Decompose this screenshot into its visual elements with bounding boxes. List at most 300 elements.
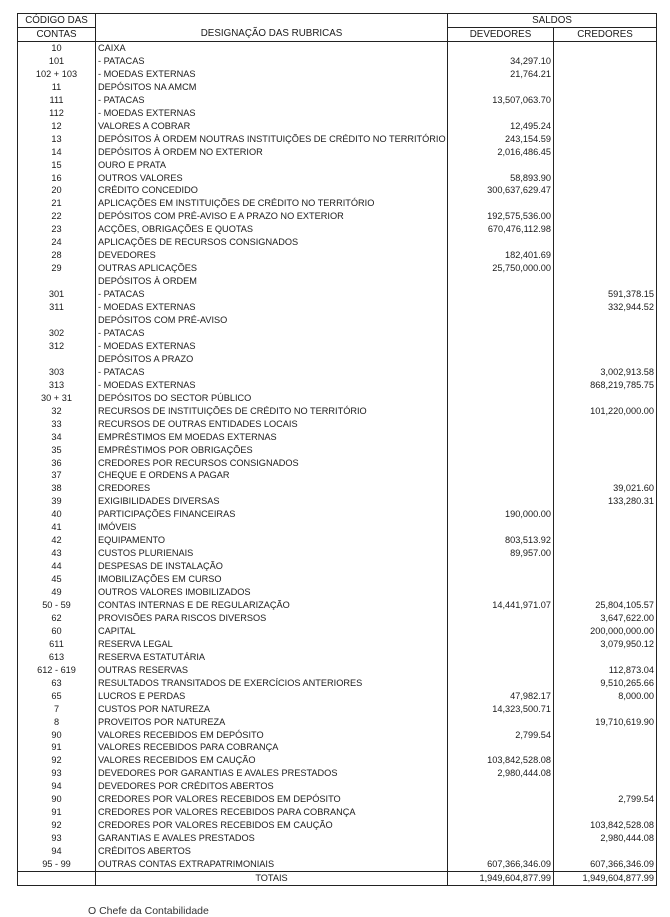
debit-balance: 670,476,112.98 [448,223,554,236]
account-description: EMPRÉSTIMOS POR OBRIGAÇÕES [96,444,448,457]
debit-balance: 607,366,346.09 [448,858,554,871]
table-row [18,444,657,457]
account-description: APLICAÇÕES DE RECURSOS CONSIGNADOS [96,236,448,249]
credit-balance [554,159,657,172]
credit-balance: 2,799.54 [554,793,657,806]
debit-balance [448,431,554,444]
table-row [18,832,657,845]
account-description: OURO E PRATA [96,159,448,172]
totals-label: TOTAIS [96,872,448,886]
credit-balance: 3,002,913.58 [554,366,657,379]
account-description: DEPÓSITOS COM PRÉ-AVISO E A PRAZO NO EXTERIOR [96,210,448,223]
account-description: OUTRAS APLICAÇÕES [96,262,448,275]
account-description: LUCROS E PERDAS [96,690,448,703]
account-code: 312 [18,340,96,353]
table-row [18,793,657,806]
account-description: DEPÓSITOS NA AMCM [96,81,448,94]
table-row [18,288,657,301]
debit-balance [448,405,554,418]
account-description: RESULTADOS TRANSITADOS DE EXERCÍCIOS ANTERIORES [96,677,448,690]
account-code: 42 [18,534,96,547]
account-code: 101 [18,55,96,68]
table-row [18,275,657,288]
account-description: DEVEDORES POR GARANTIAS E AVALES PRESTADOS [96,767,448,780]
account-code: 13 [18,133,96,146]
debit-balance [448,444,554,457]
table-row [18,521,657,534]
table-row [18,405,657,418]
credit-balance [554,392,657,405]
table-row [18,418,657,431]
debit-balance: 2,799.54 [448,729,554,742]
account-code: 30 + 31 [18,392,96,405]
credit-balance [554,42,657,55]
account-code: 102 + 103 [18,68,96,81]
table-row [18,301,657,314]
credit-balance: 332,944.52 [554,301,657,314]
debit-balance: 34,297.10 [448,55,554,68]
account-code: 94 [18,845,96,858]
table-row [18,482,657,495]
account-code: 613 [18,651,96,664]
account-description: CHEQUE E ORDENS A PAGAR [96,469,448,482]
account-code: 35 [18,444,96,457]
debit-balance [448,275,554,288]
account-code: 93 [18,832,96,845]
account-description: - PATACAS [96,94,448,107]
account-description: IMÓVEIS [96,521,448,534]
account-code: 28 [18,249,96,262]
account-code: 49 [18,586,96,599]
credit-balance [554,314,657,327]
debit-balance [448,340,554,353]
account-code: 36 [18,457,96,470]
credit-balance [554,107,657,120]
table-row [18,716,657,729]
credit-balance [554,547,657,560]
credit-balance [554,68,657,81]
credit-balance [554,81,657,94]
account-code: 92 [18,754,96,767]
account-code: 41 [18,521,96,534]
account-description: DEPÓSITOS À ORDEM [96,275,448,288]
account-code: 94 [18,780,96,793]
account-description: OUTRAS RESERVAS [96,664,448,677]
credit-balance [554,275,657,288]
credit-balance: 8,000.00 [554,690,657,703]
account-description: - MOEDAS EXTERNAS [96,340,448,353]
credit-balance [554,780,657,793]
account-code: 12 [18,120,96,133]
table-row [18,81,657,94]
account-description: CAIXA [96,42,448,55]
table-row [18,612,657,625]
debit-balance [448,586,554,599]
account-code: 93 [18,767,96,780]
debit-balance: 89,957.00 [448,547,554,560]
credit-balance [554,444,657,457]
credit-balance: 3,647,622.00 [554,612,657,625]
credit-balance [554,172,657,185]
table-row [18,431,657,444]
table-row [18,314,657,327]
account-description: DEPÓSITOS DO SECTOR PÚBLICO [96,392,448,405]
debit-balance: 243,154.59 [448,133,554,146]
account-code: 90 [18,793,96,806]
account-code: 39 [18,495,96,508]
account-description: RESERVA ESTATUTÁRIA [96,651,448,664]
table-row [18,366,657,379]
table-row [18,172,657,185]
table-row [18,107,657,120]
table-row [18,495,657,508]
account-code: 91 [18,741,96,754]
debit-balance [448,625,554,638]
credit-balance [554,262,657,275]
account-description: PROVISÕES PARA RISCOS DIVERSOS [96,612,448,625]
table-row [18,534,657,547]
account-code: 33 [18,418,96,431]
table-row [18,508,657,521]
totals-debit: 1,949,604,877.99 [448,872,554,886]
account-code: 112 [18,107,96,120]
debit-balance: 103,842,528.08 [448,754,554,767]
debit-balance [448,638,554,651]
table-row [18,599,657,612]
credit-balance: 2,980,444.08 [554,832,657,845]
table-row [18,94,657,107]
debit-balance [448,482,554,495]
table-row [18,184,657,197]
account-description: - MOEDAS EXTERNAS [96,379,448,392]
account-description: - PATACAS [96,327,448,340]
table-row [18,741,657,754]
table-row [18,586,657,599]
credit-balance [554,236,657,249]
table-row [18,133,657,146]
totals-credit: 1,949,604,877.99 [554,872,657,886]
debit-balance [448,288,554,301]
credit-balance [554,534,657,547]
trial-balance-table [17,13,657,886]
table-row [18,845,657,858]
account-code: 21 [18,197,96,210]
account-code: 38 [18,482,96,495]
account-description: PROVEITOS POR NATUREZA [96,716,448,729]
table-row [18,353,657,366]
credit-balance [554,133,657,146]
header-row-1 [18,14,657,28]
credit-balance: 9,510,265.66 [554,677,657,690]
account-description: VALORES A COBRAR [96,120,448,133]
credit-balance: 103,842,528.08 [554,819,657,832]
table-row [18,249,657,262]
debit-balance: 14,323,500.71 [448,703,554,716]
debit-balance [448,301,554,314]
debit-balance [448,236,554,249]
debit-balance [448,521,554,534]
account-description: CRÉDITOS ABERTOS [96,845,448,858]
debit-balance: 14,441,971.07 [448,599,554,612]
table-row [18,819,657,832]
credit-balance [554,741,657,754]
account-description: - PATACAS [96,366,448,379]
credit-balance: 3,079,950.12 [554,638,657,651]
debit-balance: 182,401.69 [448,249,554,262]
account-code [18,353,96,366]
account-code: 313 [18,379,96,392]
debit-balance: 192,575,536.00 [448,210,554,223]
credit-balance [554,521,657,534]
credit-balance [554,340,657,353]
account-code: 62 [18,612,96,625]
account-description: DEPÓSITOS A PRAZO [96,353,448,366]
credit-balance [554,120,657,133]
credit-balance [554,146,657,159]
credit-balance [554,508,657,521]
account-code: 303 [18,366,96,379]
account-code: 60 [18,625,96,638]
account-code: 22 [18,210,96,223]
credit-balance [554,418,657,431]
account-description: - PATACAS [96,55,448,68]
debit-balance [448,314,554,327]
credit-balance: 607,366,346.09 [554,858,657,871]
table-row [18,664,657,677]
credit-balance [554,94,657,107]
account-code: 24 [18,236,96,249]
account-code: 43 [18,547,96,560]
account-code: 16 [18,172,96,185]
account-code: 111 [18,94,96,107]
credit-balance [554,431,657,444]
table-row [18,651,657,664]
credit-balance [554,249,657,262]
credit-balance: 101,220,000.00 [554,405,657,418]
debit-balance [448,457,554,470]
account-description: CUSTOS PLURIENAIS [96,547,448,560]
account-description: CONTAS INTERNAS E DE REGULARIZAÇÃO [96,599,448,612]
account-code [18,314,96,327]
debit-balance [448,716,554,729]
table-row [18,573,657,586]
credit-column-header: CREDORES [554,28,657,42]
table-row [18,806,657,819]
table-row [18,340,657,353]
credit-balance [554,327,657,340]
code-column-header-line2: CONTAS [18,28,96,42]
table-row [18,146,657,159]
account-code: 32 [18,405,96,418]
account-code: 8 [18,716,96,729]
account-description: PARTICIPAÇÕES FINANCEIRAS [96,508,448,521]
debit-balance [448,845,554,858]
debit-balance [448,327,554,340]
account-description: DEPÓSITOS À ORDEM NO EXTERIOR [96,146,448,159]
debit-balance [448,366,554,379]
table-row [18,469,657,482]
credit-balance [554,560,657,573]
credit-balance: 591,378.15 [554,288,657,301]
table-row [18,159,657,172]
debit-balance [448,793,554,806]
table-row [18,55,657,68]
account-description: IMOBILIZAÇÕES EM CURSO [96,573,448,586]
account-description: - MOEDAS EXTERNAS [96,68,448,81]
credit-balance: 200,000,000.00 [554,625,657,638]
account-code: 50 - 59 [18,599,96,612]
debit-column-header: DEVEDORES [448,28,554,42]
debit-balance [448,379,554,392]
credit-balance: 39,021.60 [554,482,657,495]
account-code: 37 [18,469,96,482]
account-code: 15 [18,159,96,172]
debit-balance: 12,495.24 [448,120,554,133]
account-code: 34 [18,431,96,444]
table-row [18,703,657,716]
debit-balance: 47,982.17 [448,690,554,703]
account-description: CUSTOS POR NATUREZA [96,703,448,716]
debit-balance [448,81,554,94]
account-description: EXIGIBILIDADES DIVERSAS [96,495,448,508]
account-code: 10 [18,42,96,55]
account-description: DEVEDORES POR CRÉDITOS ABERTOS [96,780,448,793]
credit-balance: 133,280.31 [554,495,657,508]
account-description: OUTROS VALORES IMOBILIZADOS [96,586,448,599]
credit-balance [554,469,657,482]
account-description: EQUIPAMENTO [96,534,448,547]
table-row [18,547,657,560]
account-description: CREDORES [96,482,448,495]
debit-balance: 300,637,629.47 [448,184,554,197]
account-description: CREDORES POR RECURSOS CONSIGNADOS [96,457,448,470]
debit-balance [448,495,554,508]
account-description: CRÉDITO CONCEDIDO [96,184,448,197]
account-description: OUTROS VALORES [96,172,448,185]
table-row [18,197,657,210]
table-row [18,379,657,392]
credit-balance [554,754,657,767]
credit-balance [554,55,657,68]
account-description: CREDORES POR VALORES RECEBIDOS EM CAUÇÃO [96,819,448,832]
credit-balance [554,457,657,470]
table-row [18,457,657,470]
account-code: 92 [18,819,96,832]
balances-header: SALDOS [448,14,657,28]
credit-balance [554,703,657,716]
account-code: 29 [18,262,96,275]
table-row [18,392,657,405]
table-row [18,236,657,249]
account-code: 301 [18,288,96,301]
credit-balance [554,184,657,197]
account-code: 302 [18,327,96,340]
account-description: APLICAÇÕES EM INSTITUIÇÕES DE CRÉDITO NO TERRITÓRIO [96,197,448,210]
credit-balance [554,806,657,819]
account-description: - MOEDAS EXTERNAS [96,107,448,120]
table-row [18,223,657,236]
table-row [18,625,657,638]
credit-balance [554,729,657,742]
account-description: - MOEDAS EXTERNAS [96,301,448,314]
table-row [18,754,657,767]
credit-balance: 25,804,105.57 [554,599,657,612]
account-code: 65 [18,690,96,703]
debit-balance [448,819,554,832]
account-description: DESPESAS DE INSTALAÇÃO [96,560,448,573]
debit-balance: 13,507,063.70 [448,94,554,107]
debit-balance [448,612,554,625]
account-description: VALORES RECEBIDOS EM DEPÓSITO [96,729,448,742]
account-description: GARANTIAS E AVALES PRESTADOS [96,832,448,845]
account-code: 95 - 99 [18,858,96,871]
credit-balance [554,845,657,858]
debit-balance [448,677,554,690]
account-code: 11 [18,81,96,94]
debit-balance [448,418,554,431]
table-row [18,42,657,55]
table-row [18,327,657,340]
credit-balance [554,223,657,236]
table-row [18,560,657,573]
credit-balance [554,197,657,210]
code-column-header-line1: CÓDIGO DAS [18,14,96,28]
totals-row [18,872,657,886]
totals-code-cell [18,872,96,886]
credit-balance [554,586,657,599]
account-description: VALORES RECEBIDOS PARA COBRANÇA [96,741,448,754]
account-description: - PATACAS [96,288,448,301]
account-description: RECURSOS DE INSTITUIÇÕES DE CRÉDITO NO TERRITÓRIO [96,405,448,418]
table-row [18,210,657,223]
table-row [18,858,657,871]
debit-balance [448,832,554,845]
account-code: 20 [18,184,96,197]
table-row [18,690,657,703]
account-description: RECURSOS DE OUTRAS ENTIDADES LOCAIS [96,418,448,431]
table-row [18,68,657,81]
account-description: VALORES RECEBIDOS EM CAUÇÃO [96,754,448,767]
table-row [18,767,657,780]
debit-balance [448,664,554,677]
account-code: 23 [18,223,96,236]
account-description: DEPÓSITOS COM PRÉ-AVISO [96,314,448,327]
account-code: 63 [18,677,96,690]
account-description: CAPITAL [96,625,448,638]
account-code: 311 [18,301,96,314]
account-description: DEPÓSITOS À ORDEM NOUTRAS INSTITUIÇÕES DE CRÉDITO NO TERRITÓRIO [96,133,448,146]
account-code: 45 [18,573,96,586]
credit-balance [554,767,657,780]
debit-balance: 190,000.00 [448,508,554,521]
debit-balance [448,107,554,120]
debit-balance: 25,750,000.00 [448,262,554,275]
debit-balance [448,560,554,573]
account-description: DEVEDORES [96,249,448,262]
account-code: 40 [18,508,96,521]
table-body [18,42,657,872]
account-code [18,275,96,288]
account-description: CREDORES POR VALORES RECEBIDOS PARA COBRANÇA [96,806,448,819]
account-description: RESERVA LEGAL [96,638,448,651]
table-row [18,780,657,793]
signature-caption: O Chefe da Contabilidade [88,905,209,917]
account-code: 612 - 619 [18,664,96,677]
account-code: 90 [18,729,96,742]
debit-balance [448,741,554,754]
table-row [18,120,657,133]
debit-balance [448,42,554,55]
